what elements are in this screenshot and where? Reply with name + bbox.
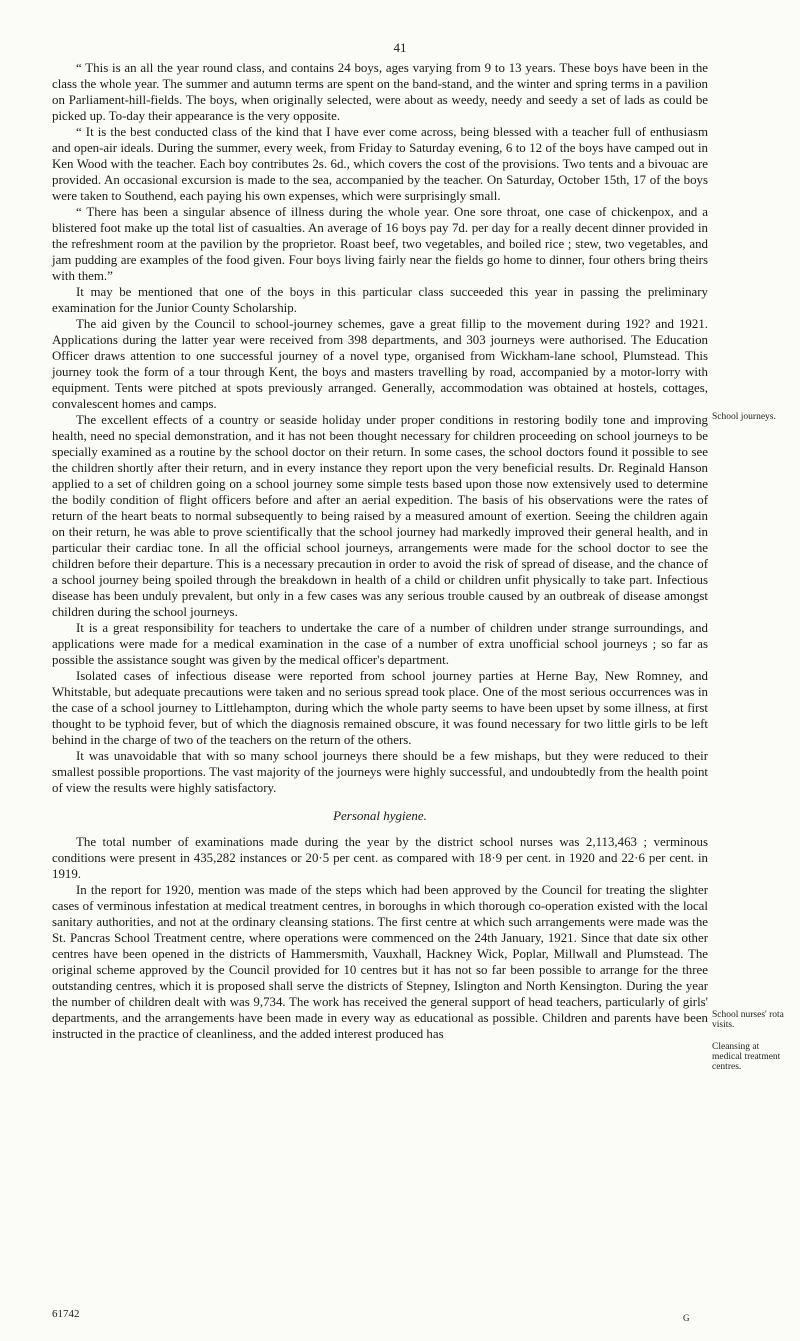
paragraph: In the report for 1920, mention was made of the steps which had been approved by the Council for treating the slighter cases of verminous infestation at medical treatment centres, in boroughs in which thorough co-operation existed with the local sanitary authorities, and not at the ordinary cleansing stations. The first centre at which such arrangements were made was the St. Pancras School Treatment centre, where operations were commenced on the 24th January, 1921. Since that date six other centres have been opened in the districts of Hammersmith, Vauxhall, Hackney Wick, Poplar, Millwall and Plumstead. The original scheme approved by the Council provided for 10 centres but it has not so far been possible to arrange for the three outstanding centres, which it is proposed shall serve the districts of Stepney, Islington and North Kensington. During the year the number of children dealt with was 9,734. The work has received the general support of head teachers, particularly of girls' departments, and the arrangements have been made in every way as educational as possible. Children and parents have been instructed in the practice of cleanliness, and the added interest produced has [52,883,708,1041]
paragraph: “ There has been a singular absence of illness during the whole year. One sore throat, one case of chickenpox, and a blistered foot make up the total list of casualties. An average of 16 boys pay 7d. per day for a really decent dinner provided in the refreshment room at the pavilion by the proprietor. Roast beef, two vegetables, and boiled rice ; stew, two vegetables, and jam pudding are examples of the food given. Four boys living fairly near the fields go home to dinner, four others bring theirs with them.” [52,205,708,283]
paragraph: The excellent effects of a country or seaside holiday under proper conditions in restoring bodily tone and improving health, need no special demonstration, and it has not been thought necessary for children proceeding on school journeys to be specially examined as a routine by the school doctor on their return. In some cases, the school doctors found it possible to see the children shortly after their return, and in every instance they report upon the very beneficial results. Dr. Reginald Hanson applied to a set of children going on a school journey some simple tests based upon those now extensively used to determine the bodily condition of flight officers before and after an aerial expedition. The basis of his observations were the rates of return of the heart beats to normal subsequently to being raised by a measured amount of exertion. Seeing the children again on their return, he was able to prove scientifically that the school journey had markedly improved their general health, and in particular their cardiac tone. In all the official school journeys, arrangements were made for the school doctor to see the children before their departure. This is a necessary precaution in order to avoid the risk of spread of disease, and the chance of a school journey being spoiled through the breakdown in health of a child or children unfit physically to take part. Infectious disease has been unduly prevalent, but only in a few cases was any serious trouble caused by an outbreak of disease amongst children during the school journeys. [52,413,708,619]
paragraph: Isolated cases of infectious disease were reported from school journey parties at Herne Bay, New Romney, and Whitstable, but adequate precautions were taken and no serious spread took place. One of the most serious occurrences was in the case of a school journey to Littlehampton, during which the whole party seems to have been upset by some illness, at first thought to be typhoid fever, but of which the diagnosis remained obscure, it was found necessary for two little girls to be left behind in the charge of two of the teachers on the return of the others. [52,669,708,747]
paragraph: It was unavoidable that with so many school journeys there should be a few mishaps, but they were reduced to their smallest possible proportions. The vast majority of the journeys were highly successful, and undoubtedly from the health point of view the results were highly satisfactory. [52,749,708,795]
paragraph: The total number of examinations made during the year by the district school nurses was 2,113,463 ; verminous conditions were present in 435,282 instances or 20·5 per cent. as compared with 18·9 per cent. in 1920 and 22·6 per cent. in 1919. [52,835,708,881]
section-heading: Personal hygiene. [333,808,427,823]
print-code: 61742 [52,1308,80,1320]
signature-mark: G [683,1313,690,1323]
page-number: 41 [393,40,407,55]
paragraph: It is a great responsibility for teachers to undertake the care of a number of children under strange surroundings, and applications were made for a medical examination in the case of a number of extra unofficial school journeys ; so far as possible the assistance sought was given by the medical officer's department. [52,621,708,667]
body-text [52,60,708,1042]
paragraph: “ It is the best conducted class of the kind that I have ever come across, being blessed with a teacher full of enthusiasm and open-air ideals. During the summer, every week, from Friday to Saturday evening, 6 to 12 of the boys have camped out in Ken Wood with the teacher. Each boy contributes 2s. 6d., which covers the cost of the provisions. Two tents and a bivouac are provided. An occasional excursion is made to the sea, accompanied by the teacher. On Saturday, October 15th, 17 of the boys were taken to Southend, each paying his own expenses, which were surprisingly small. [52,125,708,203]
side-note-school-journeys: School journeys. [712,412,776,422]
side-note-cleansing: Cleansing at medical treatment centres. [712,1042,781,1072]
paragraph: The aid given by the Council to school-journey schemes, gave a great fillip to the movement during 192? and 1921. Applications during the latter year were received from 398 departments, and 303 journeys were authorised. The Education Officer draws attention to one successful journey of a novel type, organised from Wickham-lane school, Plumstead. This journey took the form of a tour through Kent, the boys and masters travelling by road, accompanied by a motor-lorry with equipment. Tents were pitched at spots previously arranged. Generally, accommodation was obtained at hostels, cottages, convalescent homes and camps. [52,317,708,411]
paragraph: It may be mentioned that one of the boys in this particular class succeeded this year in passing the preliminary examination for the Junior County Scholarship. [52,285,708,315]
side-note-school-nurses-visits: School nurses' rota visits. [712,1010,784,1030]
paragraph: “ This is an all the year round class, and contains 24 boys, ages varying from 9 to 13 years. These boys have been in the class the whole year. The summer and autumn terms are spent on the band-stand, and the winter and spring terms in a pavilion on Parliament-hill-fields. The boys, when originally selected, were about as weedy, needy and seedy a set of lads as could be picked up. To-day their appearance is the very opposite. [52,61,708,123]
